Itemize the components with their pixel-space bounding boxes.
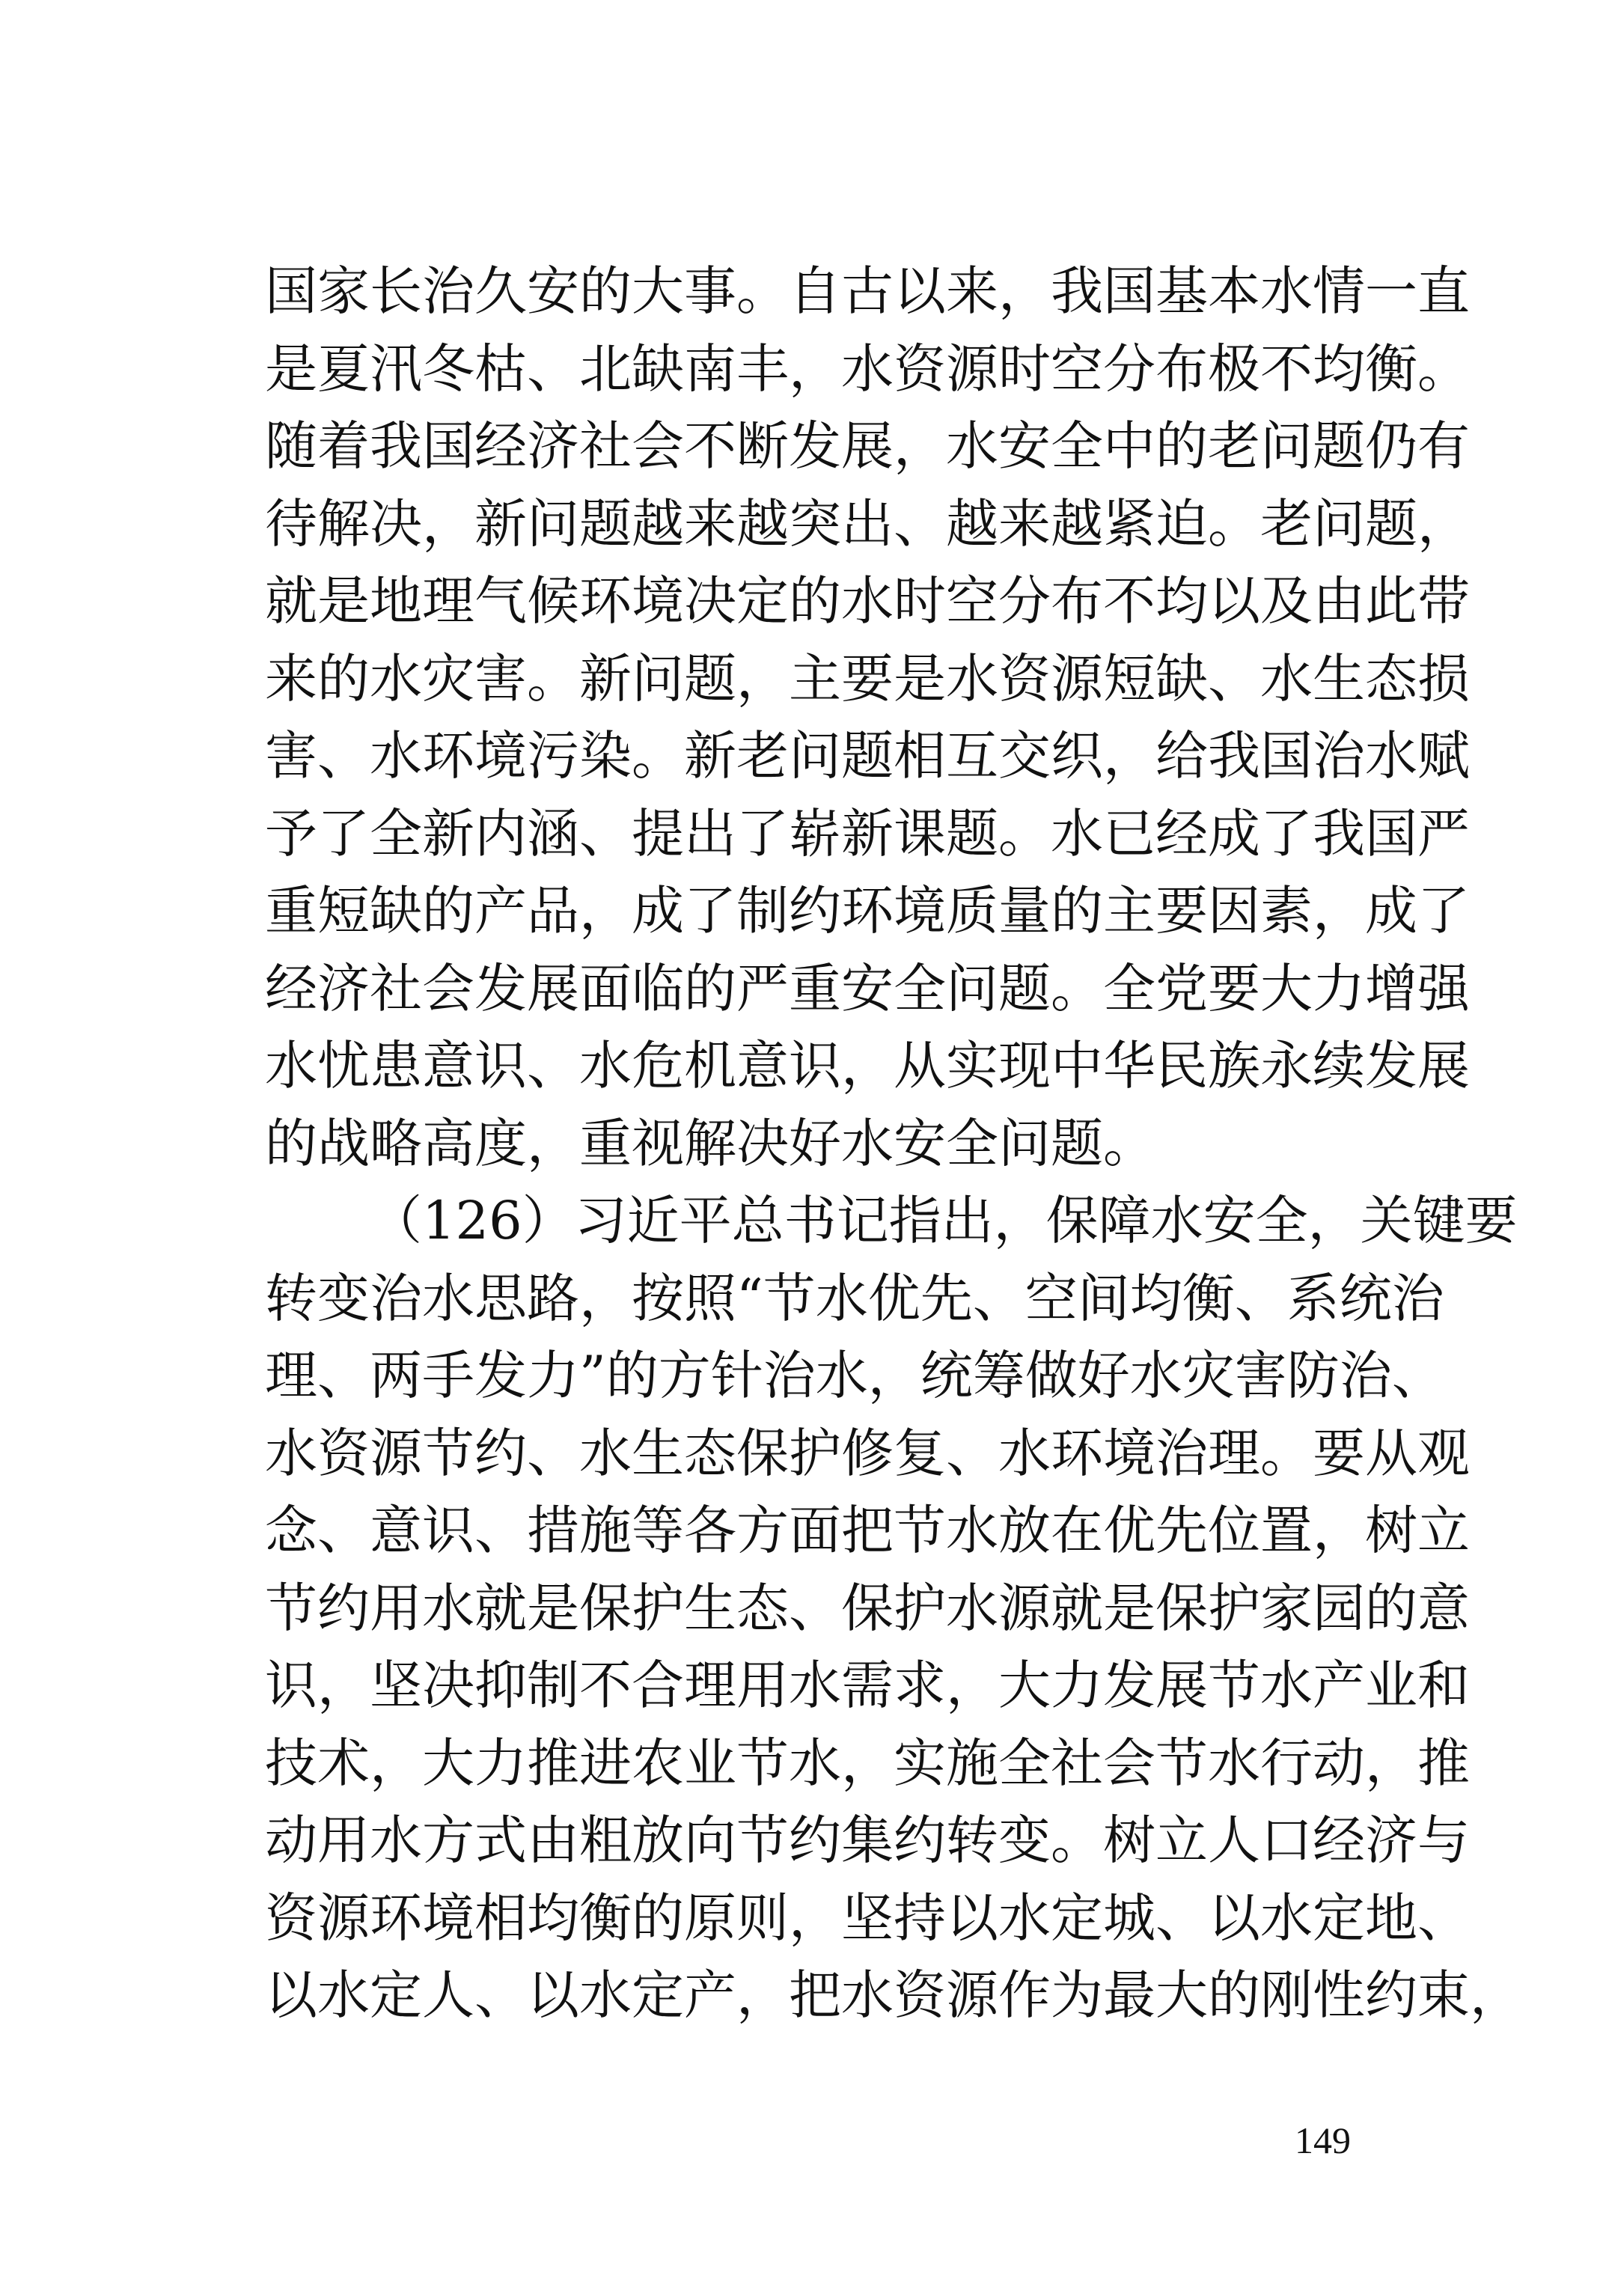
- text-line: 待解决，新问题越来越突出、越来越紧迫。老问题，: [265, 492, 1470, 555]
- text-line: 是夏汛冬枯、北缺南丰，水资源时空分布极不均衡。: [265, 338, 1470, 400]
- text-line: 害、水环境污染。新老问题相互交织，给我国治水赋: [265, 725, 1470, 787]
- text-line: 以水定人、以水定产，把水资源作为最大的刚性约束，: [265, 1964, 1522, 2026]
- text-line: 节约用水就是保护生态、保护水源就是保护家园的意: [265, 1577, 1470, 1639]
- text-line: （126）习近平总书记指出，保障水安全，关键要: [370, 1190, 1518, 1251]
- text-line: 来的水灾害。新问题，主要是水资源短缺、水生态损: [265, 647, 1470, 709]
- text-line: 理、两手发力”的方针治水，统筹做好水灾害防治、: [265, 1345, 1444, 1406]
- text-line: 的战略高度，重视解决好水安全问题。: [265, 1112, 1155, 1174]
- text-line: 转变治水思路，按照“节水优先、空间均衡、系统治: [265, 1267, 1444, 1329]
- text-line: 念、意识、措施等各方面把节水放在优先位置，树立: [265, 1500, 1470, 1561]
- text-line: 水忧患意识、水危机意识，从实现中华民族永续发展: [265, 1035, 1470, 1096]
- text-line: 动用水方式由粗放向节约集约转变。树立人口经济与: [265, 1810, 1470, 1871]
- text-line: 技术，大力推进农业节水，实施全社会节水行动，推: [265, 1732, 1470, 1794]
- page-number: 149: [1295, 2119, 1351, 2161]
- text-line: 水资源节约、水生态保护修复、水环境治理。要从观: [265, 1422, 1470, 1484]
- text-line: 就是地理气候环境决定的水时空分布不均以及由此带: [265, 570, 1470, 632]
- text-line: 予了全新内涵、提出了崭新课题。水已经成了我国严: [265, 802, 1470, 864]
- text-line: 资源环境相均衡的原则，坚持以水定城、以水定地、: [265, 1887, 1470, 1949]
- text-line: 经济社会发展面临的严重安全问题。全党要大力增强: [265, 957, 1470, 1019]
- text-line: 随着我国经济社会不断发展，水安全中的老问题仍有: [265, 415, 1470, 477]
- body-text: [265, 253, 1522, 2035]
- text-line: 重短缺的产品，成了制约环境质量的主要因素，成了: [265, 880, 1470, 941]
- text-line: 国家长治久安的大事。自古以来，我国基本水情一直: [265, 260, 1470, 322]
- text-line: 识，坚决抑制不合理用水需求，大力发展节水产业和: [265, 1655, 1470, 1716]
